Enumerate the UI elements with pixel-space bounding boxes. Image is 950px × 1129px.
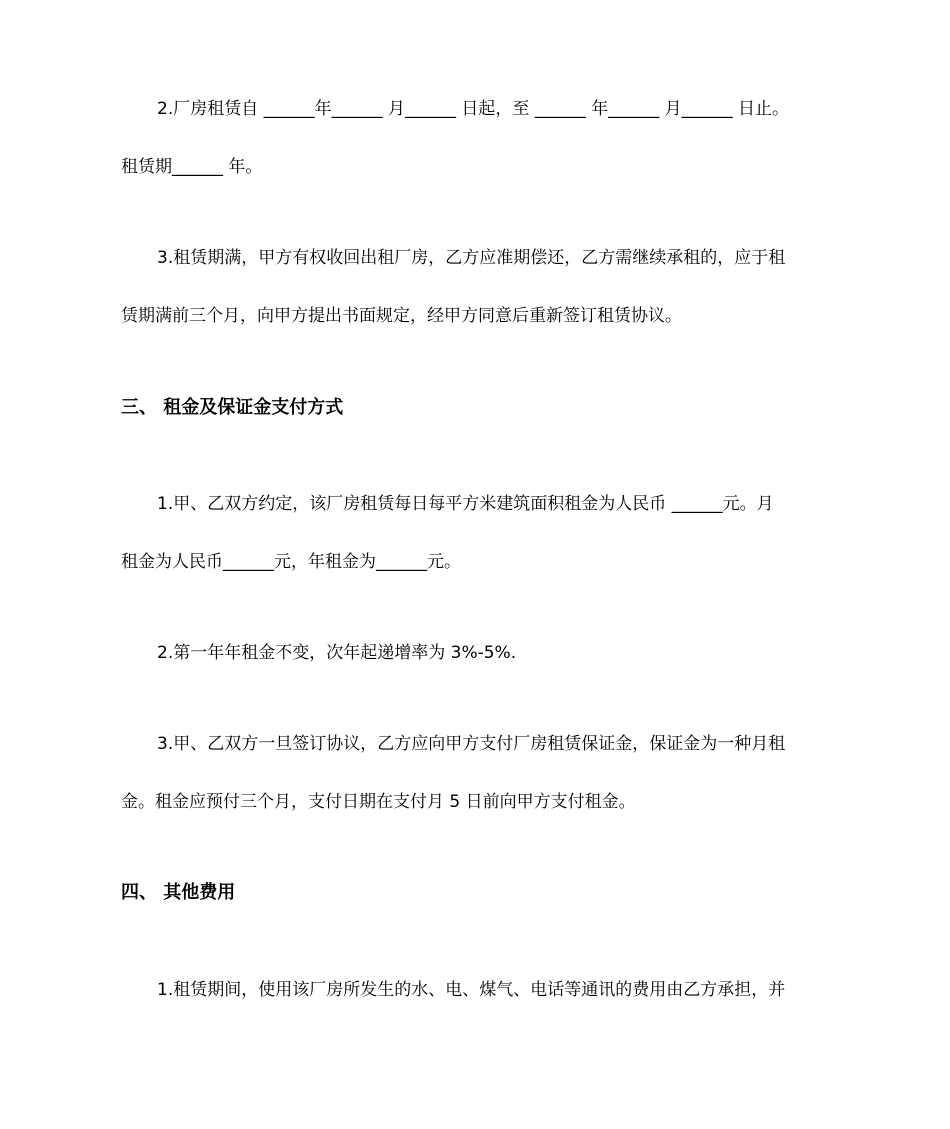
lease-term-line: 2.厂房租赁自 ______年______ 月______ 日起，至 ______ 年______ 月______ 日止。 xyxy=(157,99,790,119)
lease-renewal-line-continued: 赁期满前三个月，向甲方提出书面规定，经甲方同意后重新签订租赁协议。 xyxy=(121,306,682,326)
section-heading-other-fees: 四、 其他费用 xyxy=(121,882,236,903)
section-heading-rent-deposit: 三、 租金及保证金支付方式 xyxy=(121,397,344,418)
utility-fees-line: 1.租赁期间，使用该厂房所发生的水、电、煤气、电话等通讯的费用由乙方承担，并 xyxy=(157,980,786,1000)
lease-period-years-line: 租赁期______ 年。 xyxy=(121,157,263,177)
rent-increase-line: 2.第一年年租金不变，次年起递增率为 3%-5%. xyxy=(157,643,517,663)
deposit-line: 3.甲、乙双方一旦签订协议，乙方应向甲方支付厂房租赁保证金，保证金为一种月租 xyxy=(157,734,786,754)
deposit-line-continued: 金。租金应预付三个月，支付日期在支付月 5 日前向甲方支付租金。 xyxy=(121,792,636,812)
rent-rate-line: 1.甲、乙双方约定，该厂房租赁每日每平方米建筑面积租金为人民币 ______元。月 xyxy=(157,494,774,514)
rent-rate-line-continued: 租金为人民币______元，年租金为______元。 xyxy=(121,552,461,572)
lease-renewal-line: 3.租赁期满，甲方有权收回出租厂房，乙方应准期偿还，乙方需继续承租的，应于租 xyxy=(157,248,786,268)
